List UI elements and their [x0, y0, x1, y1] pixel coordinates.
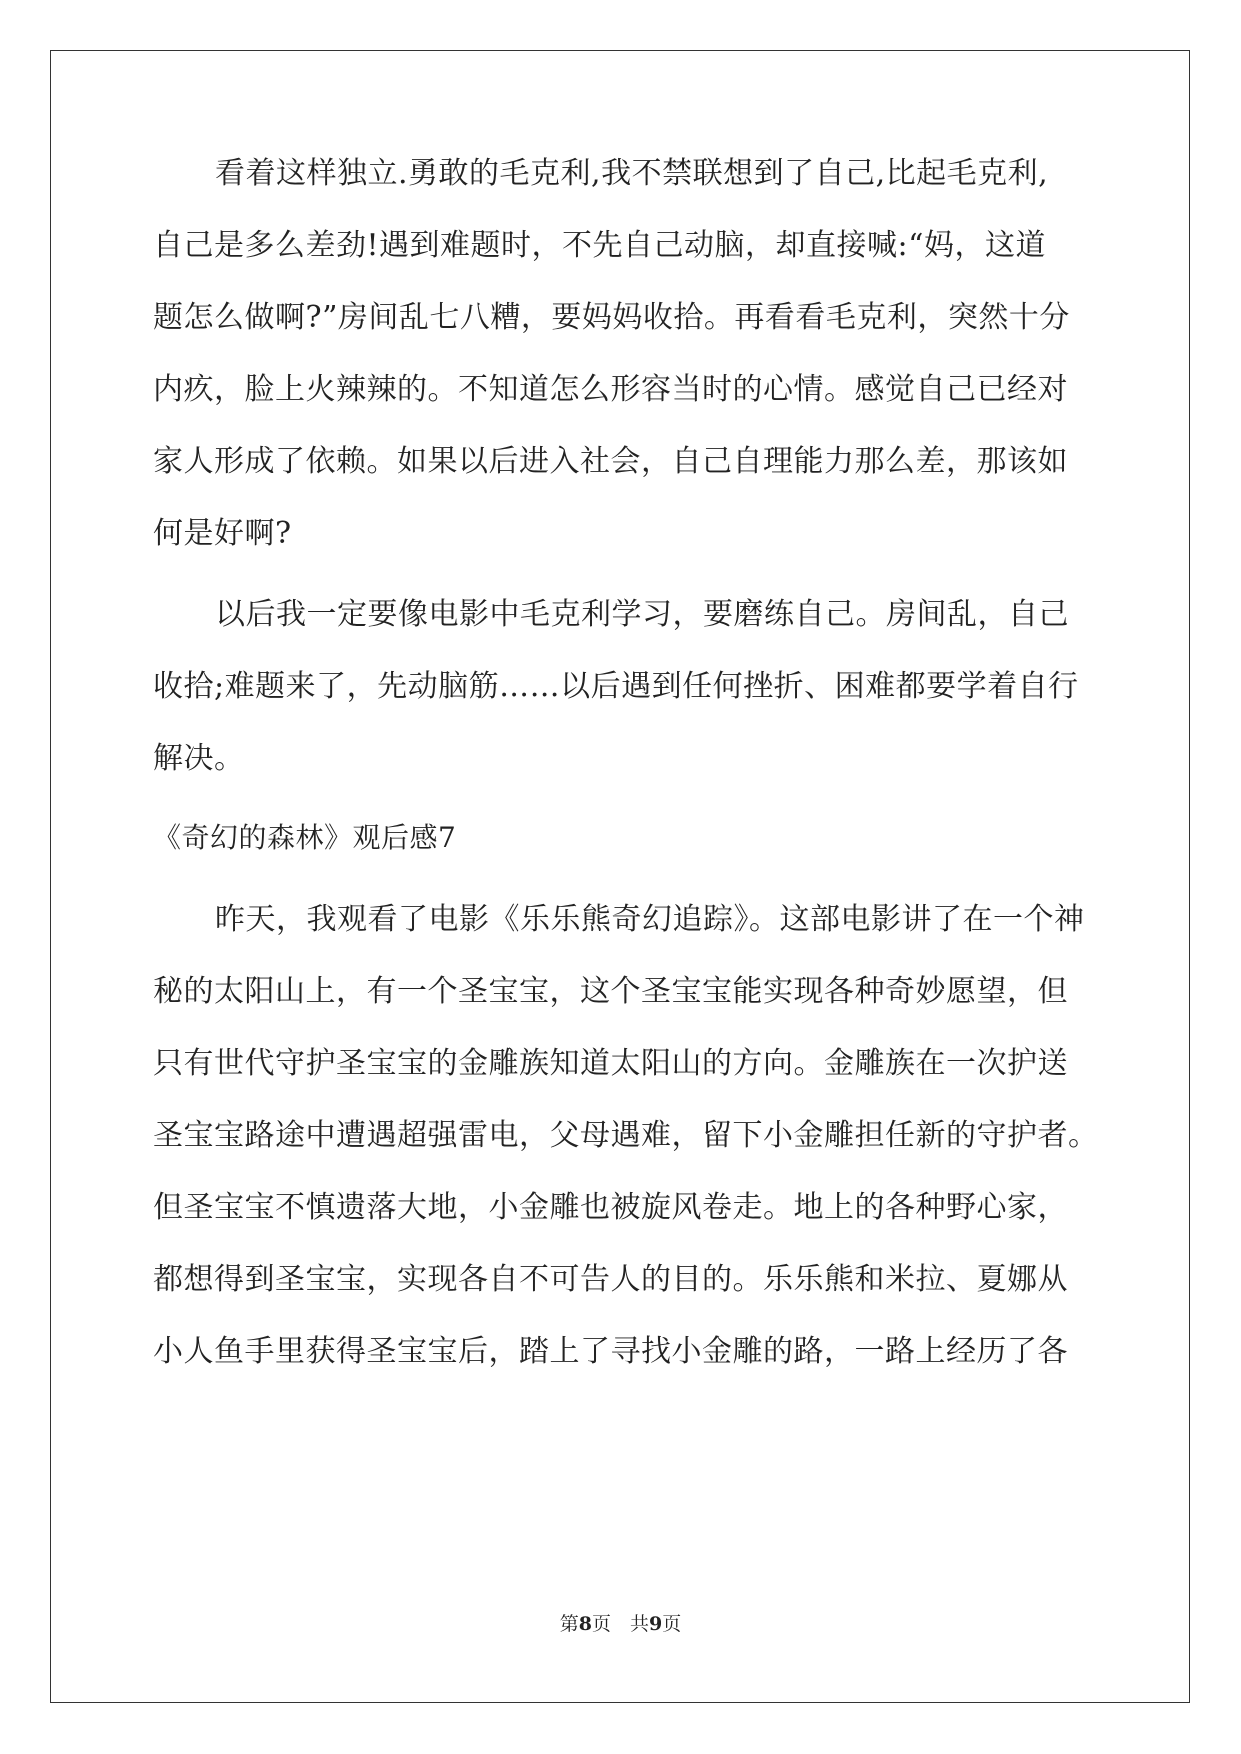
paragraph-line: 圣宝宝路途中遭遇超强雷电，父母遇难，留下小金雕担任新的守护者。 [153, 1118, 1099, 1153]
section-heading: 《奇幻的森林》观后感7 [153, 821, 457, 854]
paragraph-line: 都想得到圣宝宝，实现各自不可告人的目的。乐乐熊和米拉、夏娜从 [153, 1262, 1068, 1297]
paragraph-line: 秘的太阳山上，有一个圣宝宝，这个圣宝宝能实现各种奇妙愿望，但 [153, 974, 1068, 1009]
paragraph-line: 看着这样独立.勇敢的毛克利,我不禁联想到了自己,比起毛克利, [215, 156, 1049, 191]
paragraph-line: 题怎么做啊?”房间乱七八糟，要妈妈收拾。再看看毛克利，突然十分 [153, 300, 1070, 335]
paragraph-line: 收拾;难题来了，先动脑筋……以后遇到任何挫折、困难都要学着自行 [153, 669, 1079, 704]
paragraph-line: 何是好啊? [153, 516, 292, 551]
paragraph-line: 但圣宝宝不慎遗落大地，小金雕也被旋风卷走。地上的各种野心家， [153, 1190, 1068, 1225]
paragraph-line: 家人形成了依赖。如果以后进入社会，自己自理能力那么差，那该如 [153, 444, 1068, 479]
page-footer [0, 1612, 1241, 1636]
paragraph-line: 内疚，脸上火辣辣的。不知道怎么形容当时的心情。感觉自己已经对 [153, 372, 1068, 407]
footer-page-suffix: 页 [662, 1613, 682, 1635]
paragraph-line: 昨天，我观看了电影《乐乐熊奇幻追踪》。这部电影讲了在一个神 [215, 902, 1085, 937]
footer-page-total: 9 [649, 1613, 663, 1635]
paragraph-line: 小人鱼手里获得圣宝宝后，踏上了寻找小金雕的路，一路上经历了各 [153, 1334, 1068, 1369]
paragraph-line: 解决。 [153, 741, 245, 776]
footer-page-prefix: 第 [559, 1613, 579, 1635]
paragraph-line: 自己是多么差劲!遇到难题时，不先自己动脑，却直接喊:“妈，这道 [153, 228, 1046, 263]
paragraph-line: 只有世代守护圣宝宝的金雕族知道太阳山的方向。金雕族在一次护送 [153, 1046, 1068, 1081]
paragraph-line: 以后我一定要像电影中毛克利学习，要磨练自己。房间乱，自己 [215, 597, 1069, 632]
footer-page-mid: 页 共 [591, 1613, 649, 1635]
footer-page-number: 8 [578, 1613, 592, 1635]
